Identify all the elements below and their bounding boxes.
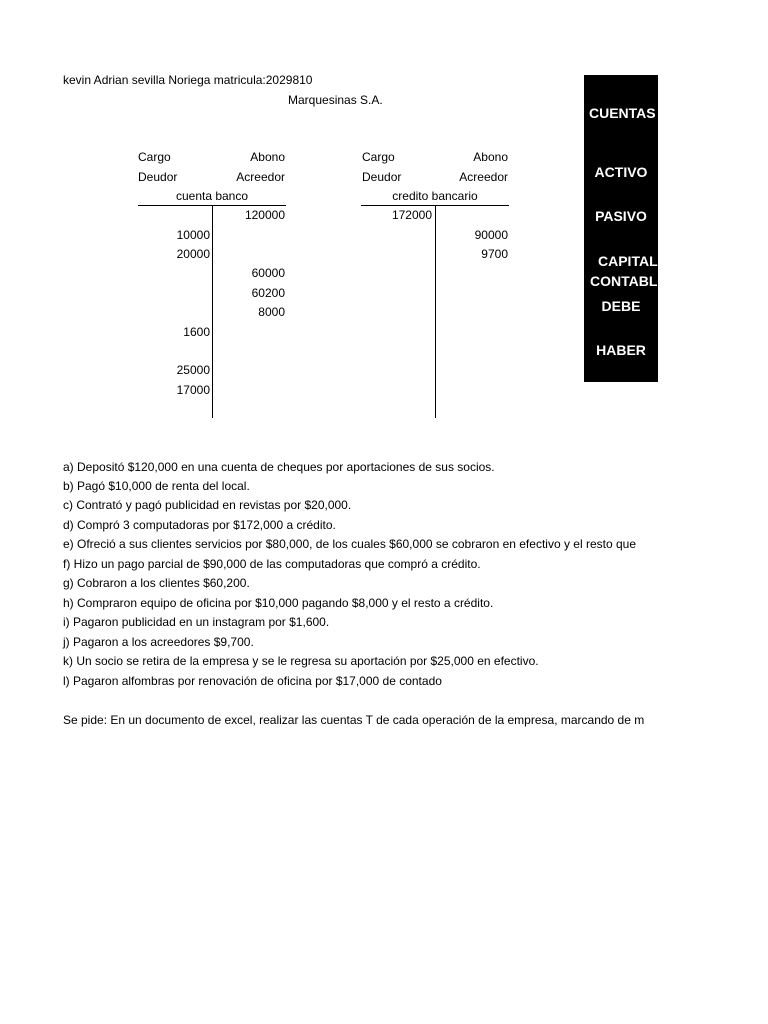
operation-item: d) Compró 3 computadoras por $172,000 a crédito. xyxy=(63,518,336,532)
cuentas-header: CUENTAS xyxy=(589,105,656,121)
debit-entry: 20000 xyxy=(176,247,210,261)
account-name: cuenta banco xyxy=(175,189,249,203)
capital-label: CAPITAL xyxy=(598,253,658,269)
operation-item: i) Pagaron publicidad en un instagram por $1,600. xyxy=(63,615,330,629)
t-vertical-line xyxy=(212,205,213,418)
debe-label: DEBE xyxy=(601,298,641,314)
t-vertical-line xyxy=(435,205,436,418)
debit-entry: 10000 xyxy=(176,228,210,242)
credit-entry: 120000 xyxy=(244,208,285,222)
credit-entry: 60200 xyxy=(251,286,285,300)
operation-item: g) Cobraron a los clientes $60,200. xyxy=(63,576,250,590)
deudor-label: Deudor xyxy=(362,170,402,184)
debit-entry: 172000 xyxy=(391,208,432,222)
pasivo-label: PASIVO xyxy=(595,208,647,224)
operation-item: l) Pagaron alfombras por renovación de oficina por $17,000 de contado xyxy=(63,674,442,688)
student-name-line: kevin Adrian sevilla Noriega matricula:2029810 xyxy=(63,73,313,87)
acreedor-label: Acreedor xyxy=(236,170,285,184)
cargo-label: Cargo xyxy=(138,150,171,164)
deudor-label: Deudor xyxy=(138,170,178,184)
operation-item: k) Un socio se retira de la empresa y se le regresa su aportación por $25,000 en efectivo. xyxy=(63,654,539,668)
operation-item: f) Hizo un pago parcial de $90,000 de las computadoras que compró a crédito. xyxy=(63,557,481,571)
abono-label: Abono xyxy=(473,150,508,164)
cargo-label: Cargo xyxy=(362,150,395,164)
company-title: Marquesinas S.A. xyxy=(288,93,383,107)
operation-item: e) Ofreció a sus clientes servicios por $80,000, de los cuales $60,000 se cobraron en efectivo y el resto que xyxy=(63,537,636,551)
activo-label: ACTIVO xyxy=(594,164,648,180)
operation-item: c) Contrató y pagó publicidad en revistas por $20,000. xyxy=(63,498,352,512)
debit-entry: 25000 xyxy=(176,363,210,377)
debit-entry: 17000 xyxy=(176,383,210,397)
acreedor-label: Acreedor xyxy=(459,170,508,184)
operation-item: b) Pagó $10,000 de renta del local. xyxy=(63,479,250,493)
contable-label: CONTABLE xyxy=(590,273,667,289)
credit-entry: 60000 xyxy=(251,266,285,280)
assignment-request: Se pide: En un documento de excel, realizar las cuentas T de cada operación de la empresa, marcando de m xyxy=(63,713,645,727)
credit-entry: 9700 xyxy=(481,247,508,261)
operation-item: h) Compraron equipo de oficina por $10,000 pagando $8,000 y el resto a crédito. xyxy=(63,596,494,610)
operation-item: a) Depositó $120,000 en una cuenta de cheques por aportaciones de sus socios. xyxy=(63,460,495,474)
account-types-panel xyxy=(584,75,667,382)
debit-entry: 1600 xyxy=(183,325,210,339)
abono-label: Abono xyxy=(250,150,285,164)
haber-label: HABER xyxy=(596,342,646,358)
account-name: credito bancario xyxy=(392,189,478,203)
operation-item: j) Pagaron a los acreedores $9,700. xyxy=(63,635,254,649)
credit-entry: 90000 xyxy=(474,228,508,242)
credit-entry: 8000 xyxy=(258,305,285,319)
